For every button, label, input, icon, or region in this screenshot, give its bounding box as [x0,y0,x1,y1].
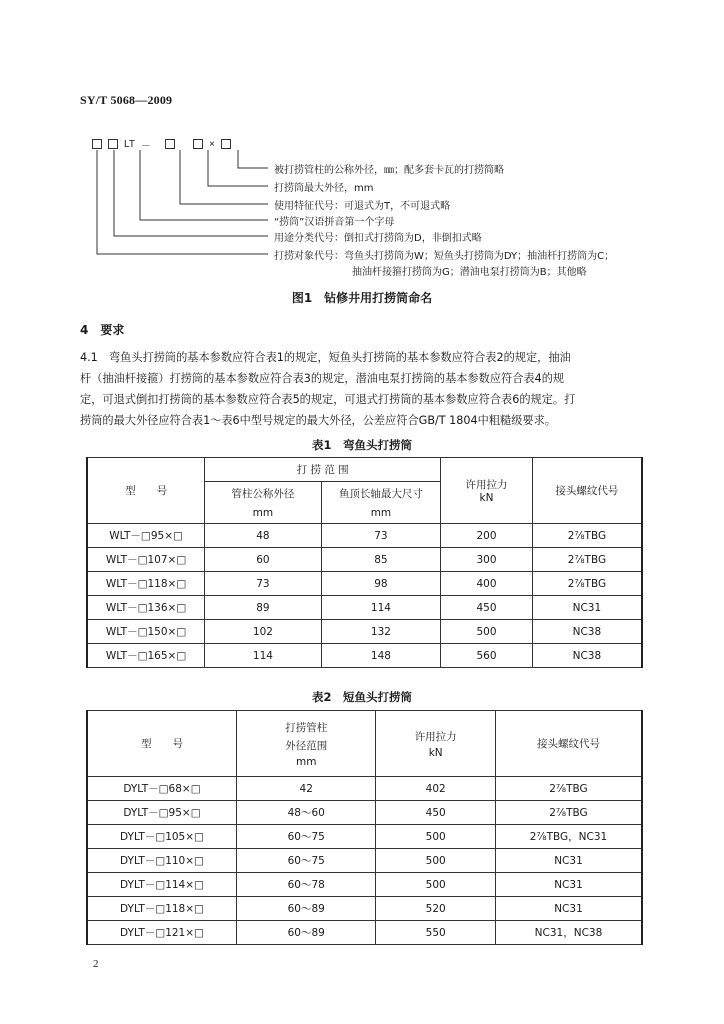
table2-cell-thread: NC31 [495,849,642,873]
table2-cell-force: 500 [376,873,496,897]
table1-cell-pipe: 48 [205,524,322,548]
annotation-object-cont: 抽油杆接箍打捞筒为G；潜油电泵打捞筒为B；其他略 [352,267,587,278]
table1-cell-force: 200 [441,524,533,548]
table-row [87,572,642,596]
table2-cell-force: 550 [376,921,496,945]
table-row [87,620,642,644]
paragraph-line: 杆（抽油杆接箍）打捞筒的基本参数应符合表3的规定，潜油电泵打捞筒的基本参数应符合表4的规 [80,372,565,385]
table1-cell-model: WLT－□107×□ [87,548,205,572]
table-row [87,596,642,620]
table2-cell-model: DYLT－□95×□ [87,801,237,825]
table2-cell-model: DYLT－□68×□ [87,777,237,801]
annotation-object: 打捞对象代号：弯鱼头打捞筒为W；短鱼头打捞筒为DY；抽油杆打捞筒为C； [274,251,615,262]
table2-cell-thread: NC31，NC38 [495,921,642,945]
code-text-dash: － [140,140,151,152]
table1-cell-top: 73 [321,524,441,548]
table2-header-range-unit: mm [295,755,317,768]
table2-cell-model: DYLT－□114×□ [87,873,237,897]
leader-line-lt [140,150,268,220]
table1-cell-top: 98 [321,572,441,596]
leader-line-object [97,150,268,254]
table1-header-force-unit: kN [479,492,494,504]
table2-cell-force: 450 [376,801,496,825]
table1-cell-model: WLT－□165×□ [87,644,205,668]
table2 [86,710,643,945]
table2-cell-force: 520 [376,897,496,921]
table2-cell-force: 500 [376,849,496,873]
table2-header-force-unit: kN [428,746,443,759]
table1-cell-thread: NC38 [532,620,642,644]
table2-cell-model: DYLT－□118×□ [87,897,237,921]
table2-header-range-label2: 外径范围 [285,739,328,752]
table1-header-top-label: 鱼顶长轴最大尺寸 [338,488,423,500]
table2-header-model: 型 号 [87,711,237,777]
table2-cell-thread: 2⅞TBG [495,777,642,801]
code-text-lt: LT [124,138,135,150]
table2-header-force [376,711,496,777]
table1-header-range: 打 捞 范 围 [205,458,441,482]
table1-cell-top: 148 [321,644,441,668]
table2-cell-model: DYLT－□121×□ [87,921,237,945]
table2-cell-model: DYLT－□105×□ [87,825,237,849]
section-heading: 4 要求 [80,323,125,337]
table-row [87,825,642,849]
table2-cell-thread: 2⅞TBG，NC31 [495,825,642,849]
table2-cell-force: 402 [376,777,496,801]
table1-cell-force: 450 [441,596,533,620]
table2-cell-range: 48～60 [237,801,376,825]
table-row [87,873,642,897]
page-number: 2 [93,958,99,970]
table2-cell-force: 500 [376,825,496,849]
table1-header-pipe-label: 管柱公称外径 [231,488,295,500]
table1-header-top [321,482,441,524]
table1-cell-model: WLT－□150×□ [87,620,205,644]
table1-cell-top: 114 [321,596,441,620]
table1-cell-top: 85 [321,548,441,572]
table2-cell-range: 60～75 [237,849,376,873]
table2-caption: 表2 短鱼头打捞筒 [311,690,412,704]
standard-code: SY/T 5068—2009 [80,93,173,107]
table1-header-top-unit: mm [370,507,392,519]
table1-cell-force: 300 [441,548,533,572]
table1-caption: 表1 弯鱼头打捞筒 [311,438,412,452]
table2-header-force-label: 许用拉力 [414,730,457,743]
table2-cell-range: 42 [237,777,376,801]
leader-line-feature [180,150,268,204]
code-text-times: × [208,138,215,150]
table1-header-thread: 接头螺纹代号 [532,458,642,524]
table1 [86,457,643,668]
table-row [87,801,642,825]
table-row [87,777,642,801]
table1-header-model: 型 号 [87,458,205,524]
paragraph-line: 4.1 弯鱼头打捞筒的基本参数应符合表1的规定，短鱼头打捞筒的基本参数应符合表2的规定，抽油 [80,351,571,364]
table-row [87,897,642,921]
table2-cell-thread: 2⅞TBG [495,801,642,825]
table2-header-range [237,711,376,777]
table-row [87,524,642,548]
table1-cell-force: 560 [441,644,533,668]
figure-caption: 图1 钻修井用打捞筒命名 [291,291,433,305]
annotation-feature: 使用特征代号：可退式为T，不可退式略 [274,201,451,212]
table2-cell-range: 60～78 [237,873,376,897]
table1-cell-pipe: 73 [205,572,322,596]
table2-header-thread: 接头螺纹代号 [495,711,642,777]
table1-cell-thread: NC38 [532,644,642,668]
table2-cell-range: 60～75 [237,825,376,849]
annotation-lt: “捞筒”汉语拼音第一个字母 [274,217,395,228]
table2-header-range-label: 打捞管柱 [285,721,328,734]
table1-cell-thread: 2⅞TBG [532,548,642,572]
annotation-purpose: 用途分类代号：倒扣式打捞筒为D，非倒扣式略 [274,233,482,244]
table1-cell-model: WLT－□95×□ [87,524,205,548]
table2-cell-range: 60～89 [237,921,376,945]
table1-cell-pipe: 102 [205,620,322,644]
table1-header-force [441,458,533,524]
table1-header-pipe [205,482,322,524]
leader-line-purpose [114,150,268,236]
table1-cell-thread: 2⅞TBG [532,572,642,596]
table1-cell-model: WLT－□136×□ [87,596,205,620]
table-row [87,644,642,668]
table-row [87,849,642,873]
table-row [87,921,642,945]
table1-cell-model: WLT－□118×□ [87,572,205,596]
table1-cell-force: 500 [441,620,533,644]
paragraph-line: 定，可退式倒扣打捞筒的基本参数应符合表5的规定，可退式打捞筒的基本参数应符合表6的规定。打 [80,393,576,406]
table2-cell-thread: NC31 [495,873,642,897]
paragraph-line: 捞筒的最大外径应符合表1～表6中型号规定的最大外径，公差应符合GB/T 1804中粗糙级要求。 [80,414,556,427]
table2-cell-model: DYLT－□110×□ [87,849,237,873]
table1-cell-thread: 2⅞TBG [532,524,642,548]
leader-line-pipe [238,150,268,168]
requirements-paragraph [80,347,648,431]
table2-cell-thread: NC31 [495,897,642,921]
table1-header-pipe-unit: mm [252,507,274,519]
table1-cell-force: 400 [441,572,533,596]
table2-cell-range: 60～89 [237,897,376,921]
annotation-diameter: 打捞筒最大外径，mm [274,183,374,194]
table-row [87,548,642,572]
annotation-pipe: 被打捞管柱的公称外径，㎜；配多套卡瓦的打捞简略 [274,165,504,176]
table1-cell-thread: NC31 [532,596,642,620]
table1-cell-pipe: 89 [205,596,322,620]
naming-diagram [92,136,652,286]
table1-header-force-label: 许用拉力 [465,479,508,491]
table1-cell-top: 132 [321,620,441,644]
table1-cell-pipe: 60 [205,548,322,572]
table1-cell-pipe: 114 [205,644,322,668]
